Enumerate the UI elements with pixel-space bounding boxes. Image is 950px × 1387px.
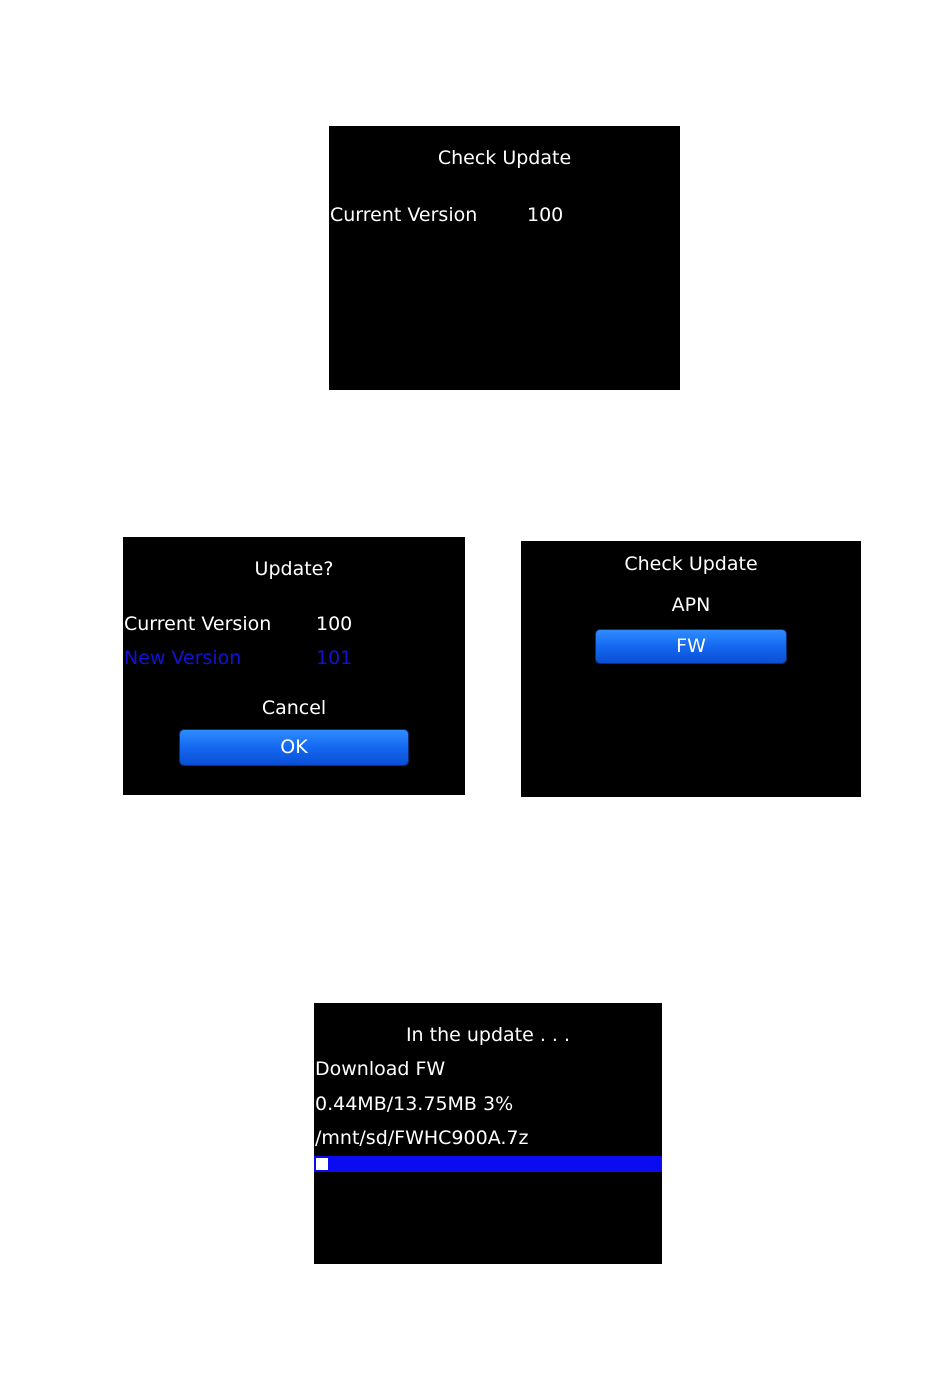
check-update-menu-screen <box>521 541 861 797</box>
progress-title: In the update . . . <box>405 1024 571 1046</box>
update-prompt-screen <box>123 537 465 795</box>
new-version-value: 101 <box>316 647 353 669</box>
progress-step: Download FW <box>315 1058 446 1080</box>
progress-bar-fill <box>316 1158 328 1170</box>
progress-file-path: /mnt/sd/FWHC900A.7z <box>315 1127 529 1149</box>
check-update-title: Check Update <box>437 147 572 169</box>
update-progress-screen <box>314 1003 662 1264</box>
progress-amount: 0.44MB/13.75MB 3% <box>315 1093 514 1115</box>
menu-item-fw[interactable]: FW <box>596 630 786 663</box>
current-version-value: 100 <box>316 613 353 635</box>
current-version-label: Current Version <box>124 613 272 635</box>
new-version-label: New Version <box>124 647 242 669</box>
menu-item-apn[interactable]: APN <box>671 594 711 616</box>
cancel-button[interactable]: Cancel <box>261 697 327 719</box>
ok-button[interactable]: OK <box>180 730 408 765</box>
update-prompt-title: Update? <box>254 558 334 580</box>
check-update-menu-title: Check Update <box>624 553 758 575</box>
current-version-label: Current Version <box>330 204 478 226</box>
progress-bar <box>314 1156 662 1172</box>
current-version-value: 100 <box>527 204 564 226</box>
check-update-screen <box>329 126 680 390</box>
